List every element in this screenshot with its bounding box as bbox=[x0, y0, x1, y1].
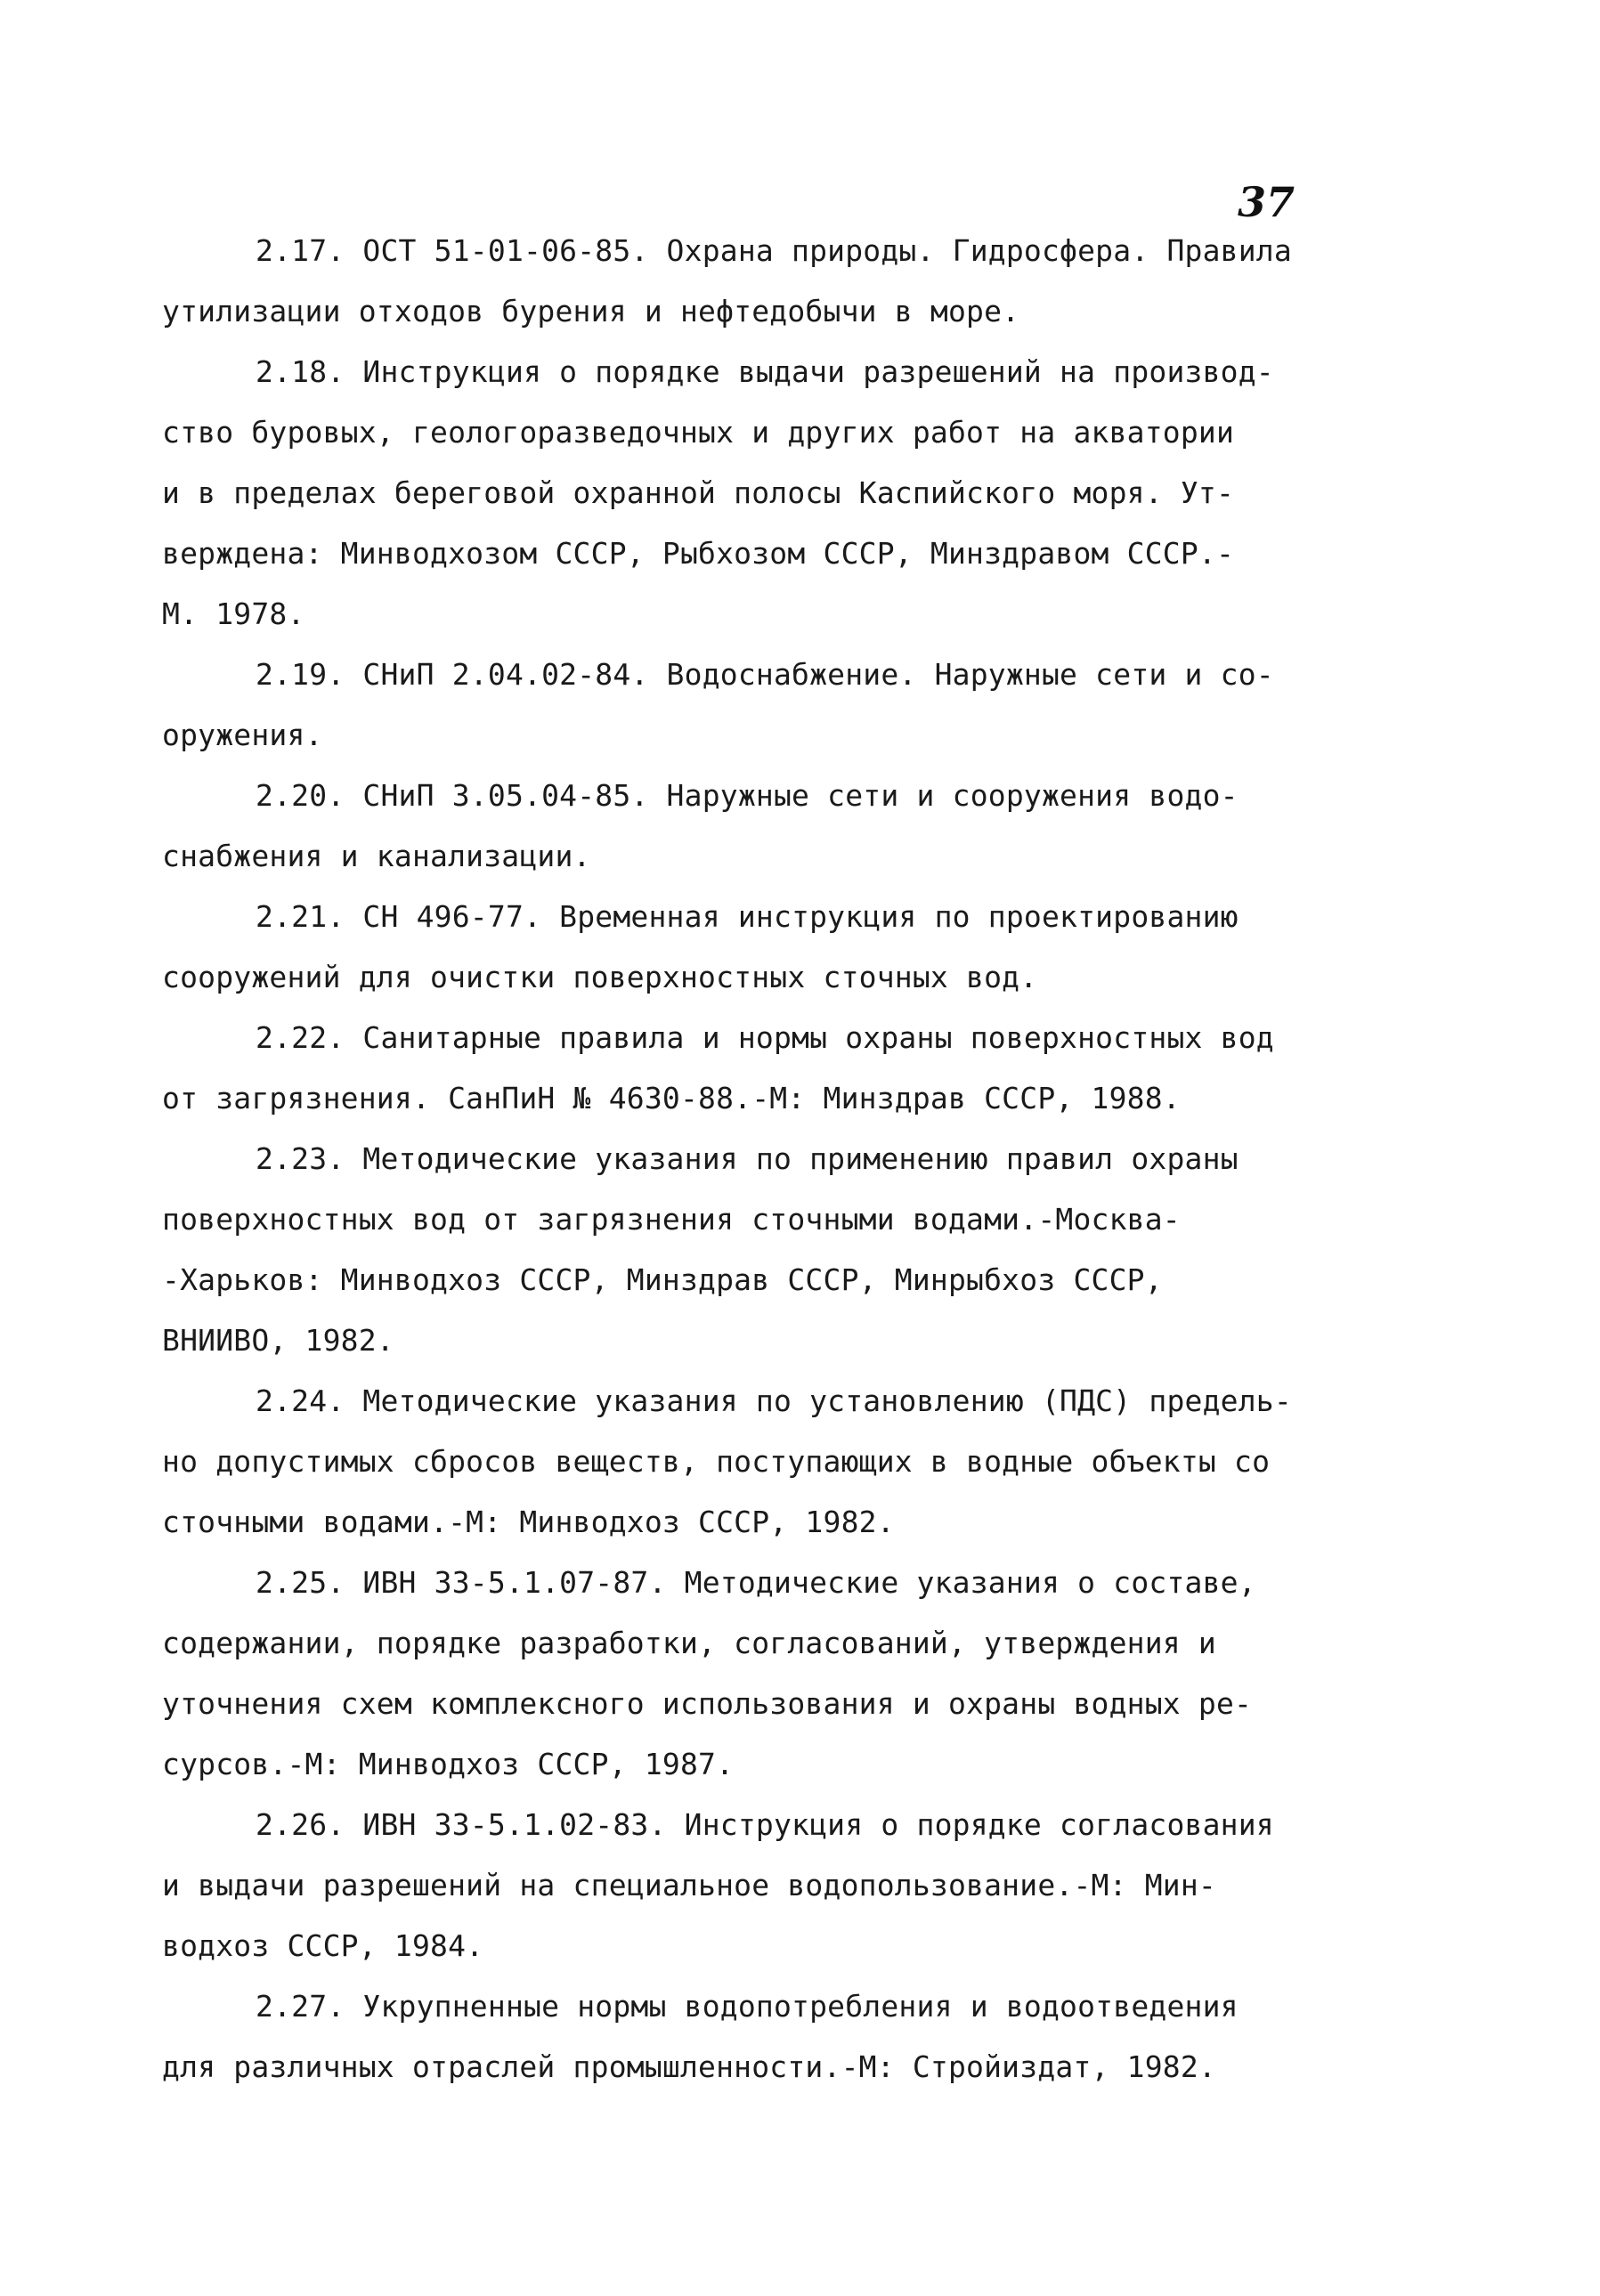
reference-entry-line: от загрязнения. СанПиН № 4630-88.-М: Минздрав СССР, 1988. bbox=[162, 1081, 1181, 1116]
page-number: 37 bbox=[1238, 178, 1295, 226]
reference-entry-line: уточнения схем комплексного использования и охраны водных ре- bbox=[162, 1686, 1253, 1721]
reference-entry-first-line: 2.27. Укрупненные нормы водопотребления и водоотведения bbox=[256, 1989, 1239, 2024]
reference-entry-line: и в пределах береговой охранной полосы Каспийского моря. Ут- bbox=[162, 475, 1235, 510]
reference-entry-line: водхоз СССР, 1984. bbox=[162, 1928, 484, 1963]
reference-entry-line: сурсов.-М: Минводхоз СССР, 1987. bbox=[162, 1747, 735, 1781]
reference-entry bbox=[162, 221, 1346, 342]
reference-entry-line: поверхностных вод от загрязнения сточными водами.-Москва- bbox=[162, 1202, 1181, 1237]
reference-entry-first-line: 2.21. СН 496-77. Временная инструкция по проектированию bbox=[256, 899, 1239, 934]
reference-entry-line: для различных отраслей промышленности.-М: Стройиздат, 1982. bbox=[162, 2049, 1216, 2084]
reference-entry-first-line: 2.17. ОСТ 51-01-06-85. Охрана природы. Гидросфера. Правила bbox=[256, 233, 1292, 268]
reference-entry bbox=[162, 1553, 1346, 1795]
reference-entry bbox=[162, 766, 1346, 887]
reference-entry bbox=[162, 1129, 1346, 1371]
reference-entry-first-line: 2.26. ИВН 33-5.1.02-83. Инструкция о порядке согласования bbox=[256, 1807, 1274, 1842]
reference-entry-first-line: 2.25. ИВН 33-5.1.07-87. Методические указания о составе, bbox=[256, 1565, 1256, 1600]
reference-entry-line: сооружений для очистки поверхностных сточных вод. bbox=[162, 960, 1038, 994]
reference-entry bbox=[162, 1008, 1346, 1129]
reference-entry bbox=[162, 342, 1346, 645]
reference-entry-first-line: 2.20. СНиП 3.05.04-85. Наружные сети и сооружения водо- bbox=[256, 778, 1239, 813]
reference-entry-line: оружения. bbox=[162, 718, 323, 752]
reference-entry-first-line: 2.18. Инструкция о порядке выдачи разрешений на производ- bbox=[256, 354, 1274, 389]
reference-entry bbox=[162, 1795, 1346, 1976]
reference-entry-line: М. 1978. bbox=[162, 596, 305, 631]
reference-entry-first-line: 2.24. Методические указания по установлению (ПДС) предель- bbox=[256, 1383, 1292, 1418]
reference-entry-first-line: 2.19. СНиП 2.04.02-84. Водоснабжение. Наружные сети и со- bbox=[256, 657, 1274, 692]
reference-entry-first-line: 2.23. Методические указания по применению правил охраны bbox=[256, 1141, 1239, 1176]
reference-list bbox=[162, 221, 1346, 2097]
reference-entry-line: снабжения и канализации. bbox=[162, 839, 591, 873]
reference-entry-line: и выдачи разрешений на специальное водопользование.-М: Мин- bbox=[162, 1868, 1216, 1903]
reference-entry-line: ство буровых, геологоразведочных и других работ на акватории bbox=[162, 415, 1235, 450]
reference-entry bbox=[162, 645, 1346, 766]
reference-entry-line: но допустимых сбросов веществ, поступающих в водные объекты со bbox=[162, 1444, 1271, 1479]
reference-entry bbox=[162, 1371, 1346, 1553]
reference-entry-line: утилизации отходов бурения и нефтедобычи в море. bbox=[162, 294, 1020, 329]
reference-entry bbox=[162, 1976, 1346, 2097]
reference-entry-line: содержании, порядке разработки, согласований, утверждения и bbox=[162, 1626, 1216, 1660]
reference-entry-line: сточными водами.-М: Минводхоз СССР, 1982. bbox=[162, 1505, 895, 1539]
reference-entry-line: верждена: Минводхозом СССР, Рыбхозом СССР, Минздравом СССР.- bbox=[162, 536, 1235, 571]
reference-entry-first-line: 2.22. Санитарные правила и нормы охраны поверхностных вод bbox=[256, 1020, 1274, 1055]
reference-entry-line: -Харьков: Минводхоз СССР, Минздрав СССР, Минрыбхоз СССР, bbox=[162, 1262, 1163, 1297]
reference-entry-line: ВНИИВО, 1982. bbox=[162, 1323, 394, 1358]
reference-entry bbox=[162, 887, 1346, 1008]
